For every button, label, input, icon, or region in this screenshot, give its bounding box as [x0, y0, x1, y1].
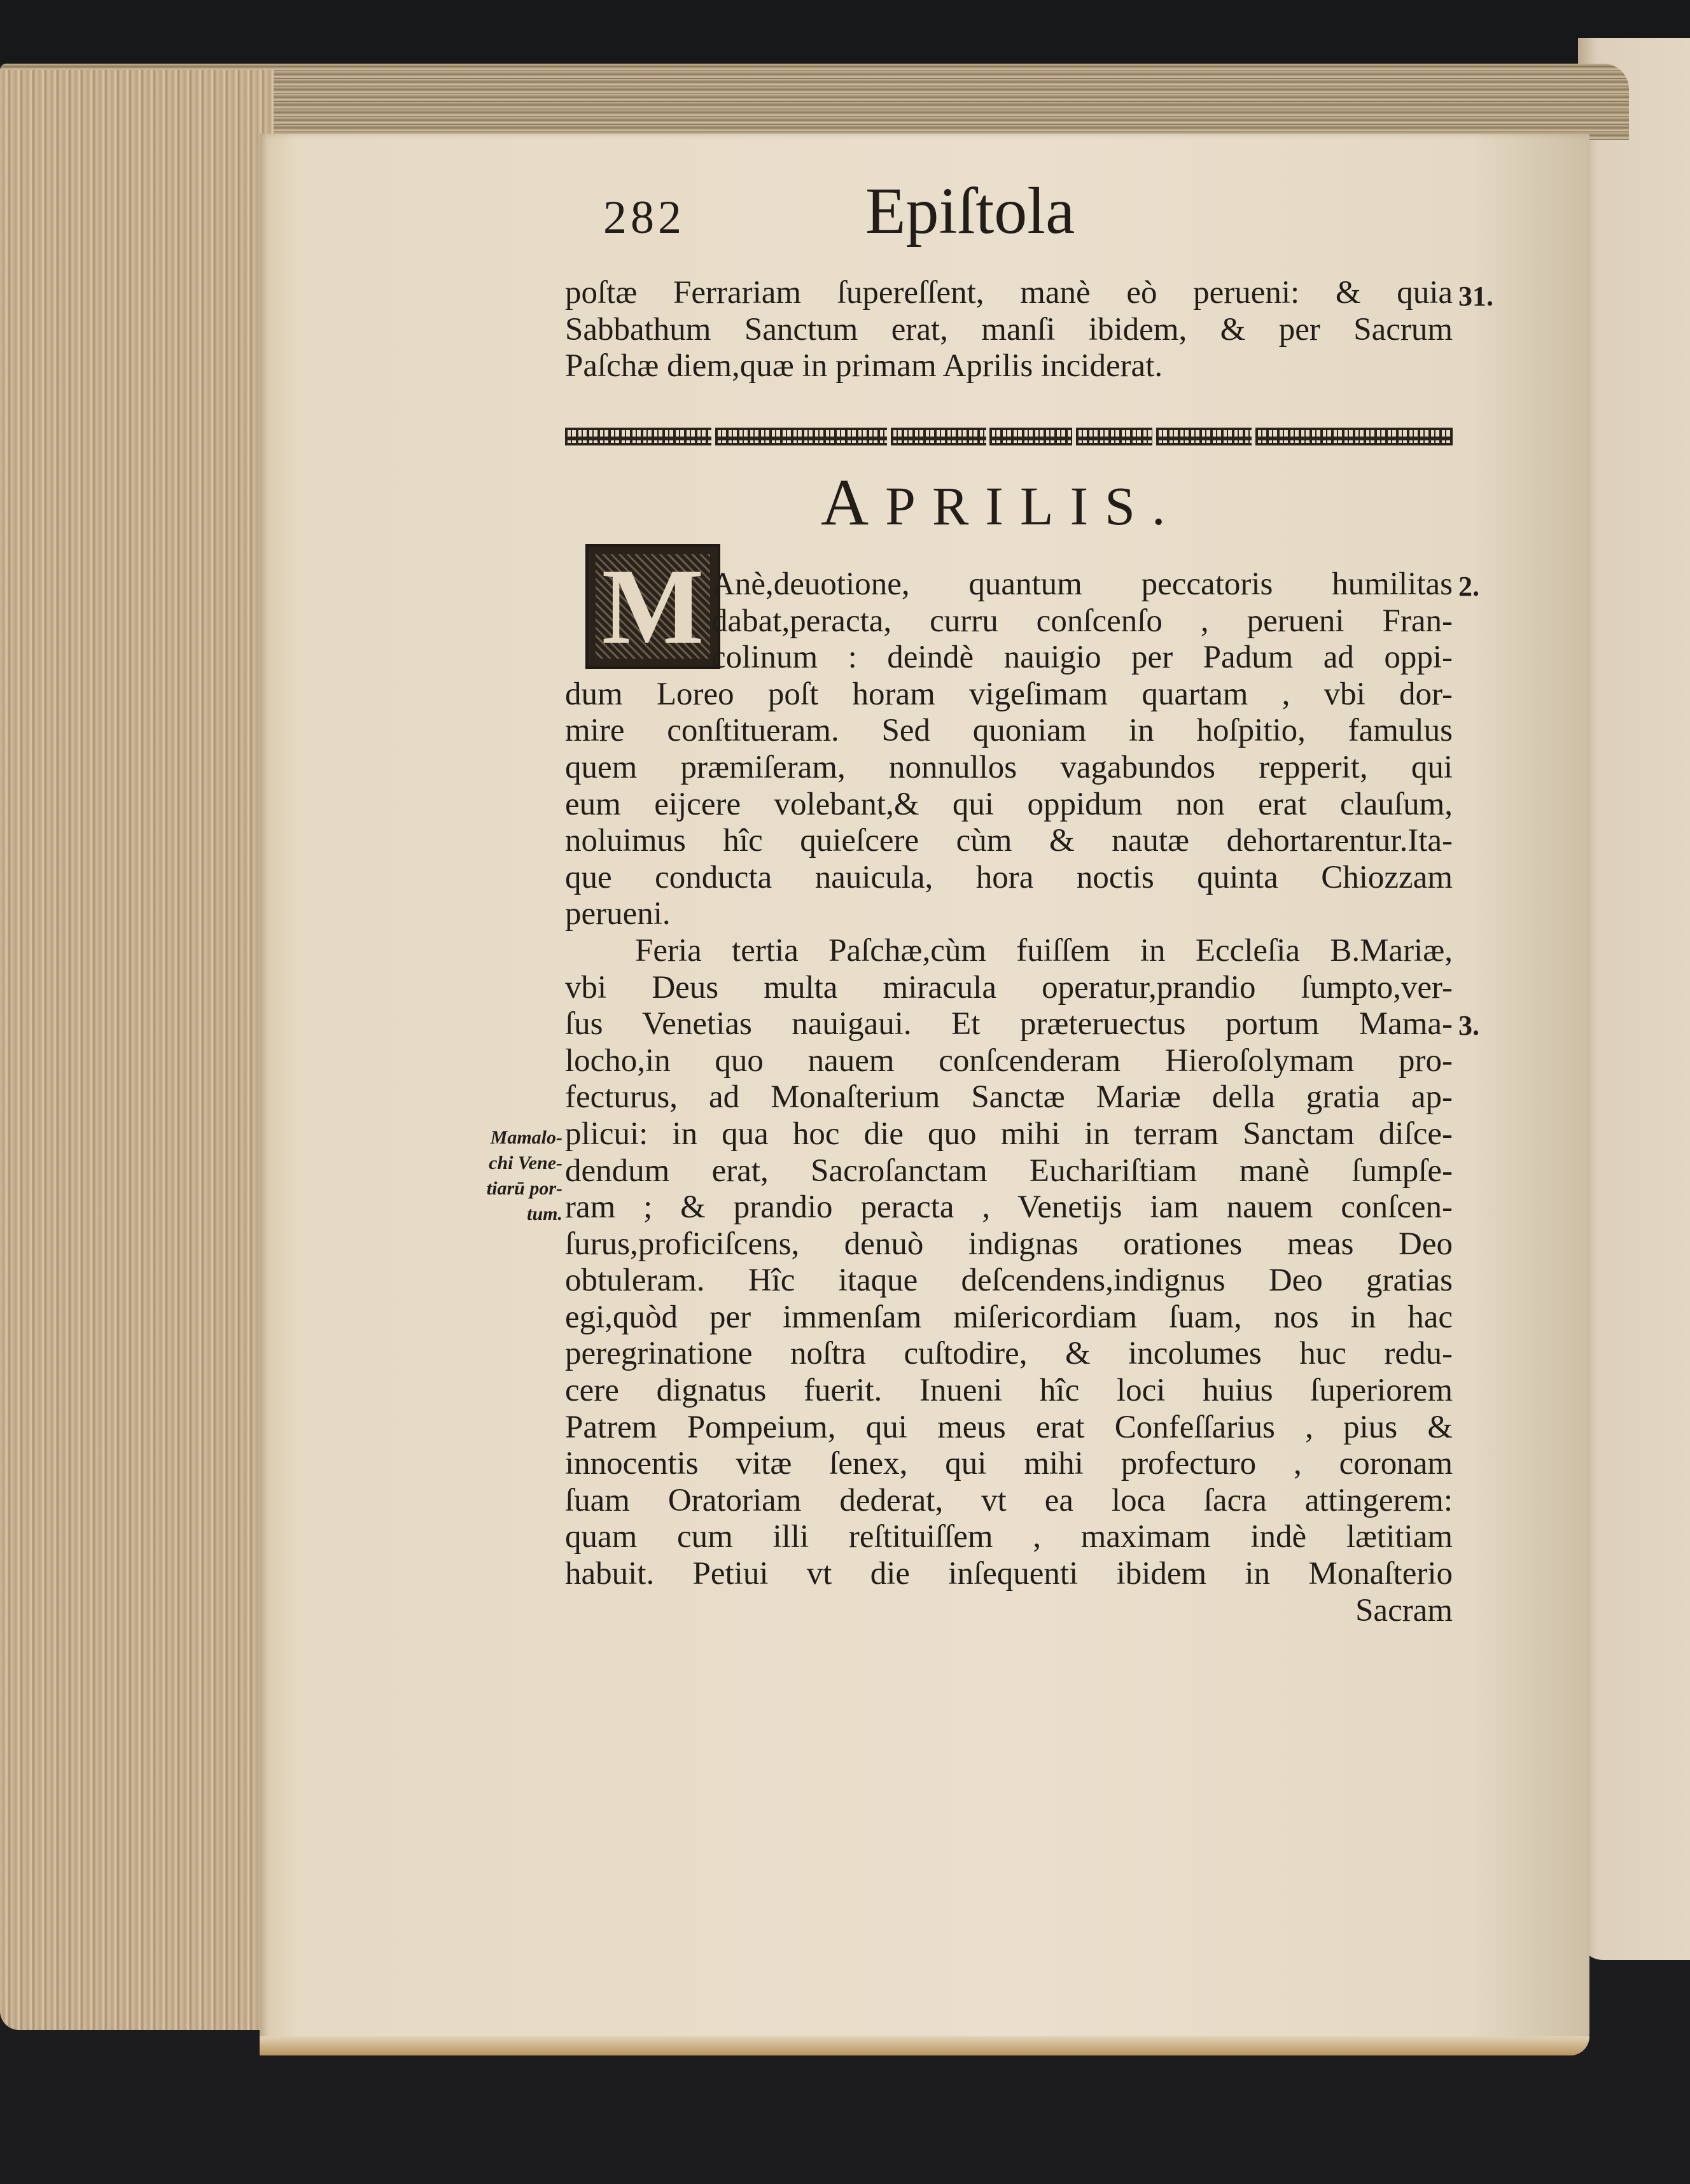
ornament-segment: [891, 428, 986, 445]
ornament-band: [565, 428, 1453, 447]
section-heading: [821, 465, 1182, 540]
text-line: plicui: in qua hoc die quo mihi in terram Sanctam diſce-: [565, 1116, 1453, 1152]
text-line: egi,quòd per immenſam miſericordiam ſuam, nos in hac: [565, 1299, 1453, 1335]
text-line: quem præmiſeram, nonnullos vagabundos repperit, qui: [565, 749, 1453, 785]
text-line: innocentis vitæ ſenex, qui mihi profecturo , coronam: [565, 1446, 1453, 1482]
text-line: dendum erat, Sacroſanctam Euchariſtiam manè ſumpſe-: [565, 1152, 1453, 1189]
text-line: dum Loreo poſt horam vigeſimam quartam , vbi dor-: [565, 676, 1453, 712]
text-line: dabat,peracta, curru conſcenſo , perueni Fran-: [711, 603, 1453, 639]
catchword: Sacram: [1355, 1592, 1453, 1628]
text-line: colinum : deindè nauigio per Padum ad oppi-: [711, 640, 1453, 676]
running-title: Epiſtola: [865, 174, 1075, 248]
text-line: eum eijcere volebant,& qui oppidum non erat clauſum,: [565, 786, 1453, 822]
ornament-segment: [1076, 428, 1152, 445]
section-heading-rest: PRILIS.: [885, 475, 1182, 536]
running-head: [0, 174, 1690, 255]
marginal-note-line: tum.: [527, 1203, 562, 1224]
marginal-note: [448, 1125, 562, 1227]
text-line: mire conſtitueram. Sed quoniam in hoſpitio, famulus: [565, 713, 1453, 749]
text-line: Feria tertia Paſchæ,cùm fuiſſem in Eccleſia B.Mariæ,: [635, 932, 1453, 969]
text-line: ſurus,proficiſcens, denuò indignas orationes meas Deo: [565, 1226, 1453, 1262]
ornament-segment: [715, 428, 887, 445]
text-line: habuit. Petiui vt die inſequenti ibidem in Monaſterio: [565, 1556, 1453, 1592]
ornament-segment: [565, 428, 711, 445]
marginal-note-line: Mamalo-: [490, 1127, 562, 1148]
text-line: locho,in quo nauem conſcenderam Hieroſolymam pro-: [565, 1042, 1453, 1079]
text-line: Anè,deuotione, quantum peccatoris humilitas: [711, 566, 1453, 602]
text-line: ram ; & prandio peracta , Venetijs iam nauem conſcen-: [565, 1189, 1453, 1226]
text-line: cere dignatus fuerit. Inueni hîc loci huius ſuperiorem: [565, 1373, 1453, 1409]
page-stack-edges: [0, 70, 274, 2030]
text-line: fecturus, ad Monaſterium Sanctæ Mariæ della gratia ap-: [565, 1079, 1453, 1116]
ornament-segment: [989, 428, 1072, 445]
text-line: perueni.: [565, 896, 671, 932]
ornament-segment: [1156, 428, 1252, 445]
text-line: vbi Deus multa miracula operatur,prandio ſumpto,ver-: [565, 969, 1453, 1005]
intro-paragraph: [565, 275, 1453, 385]
text-line: quam cum illi reſtituiſſem , maximam indè lætitiam: [565, 1519, 1453, 1555]
text-line: obtuleram. Hîc itaque deſcendens,indignus Deo gratias: [565, 1263, 1453, 1299]
ornament-segment: [1255, 428, 1453, 445]
text-line: ſuam Oratoriam dederat, vt ea loca ſacra attingerem:: [565, 1482, 1453, 1518]
marginal-number: 3.: [1458, 1010, 1479, 1041]
decorated-initial-letter: M: [601, 547, 704, 666]
marginal-number: 31.: [1458, 281, 1493, 312]
scan-background: [0, 0, 1690, 70]
marginal-note-line: tiarū por-: [486, 1178, 562, 1199]
page-number: 282: [603, 192, 685, 244]
text-line: peregrinatione noſtra cuſtodire, & incolumes huc redu-: [565, 1336, 1453, 1372]
section-heading-initial: A: [821, 466, 886, 539]
text-line: Paſchæ diem,quæ in primam Aprilis inciderat.: [565, 348, 1163, 384]
marginal-note-line: chi Vene-: [489, 1152, 562, 1173]
text-line: que conducta nauicula, hora noctis quinta Chiozzam: [565, 859, 1453, 895]
text-line: Sabbathum Sanctum erat, manſi ibidem, & per Sacrum: [565, 311, 1453, 347]
body-text: [565, 566, 1453, 1629]
text-line: Patrem Pompeium, qui meus erat Confeſſarius , pius &: [565, 1409, 1453, 1445]
text-line: noluimus hîc quieſcere cùm & nautæ dehortarentur.Ita-: [565, 823, 1453, 859]
facing-page-edge: [1578, 38, 1690, 1960]
text-line: ſus Venetias nauigaui. Et præteruectus portum Mama-: [565, 1006, 1453, 1042]
marginal-number: 2.: [1458, 571, 1479, 602]
page-bottom-edge: [260, 2036, 1589, 2055]
text-line: poſtæ Ferrariam ſupereſſent, manè eò perueni: & quia: [565, 275, 1453, 311]
